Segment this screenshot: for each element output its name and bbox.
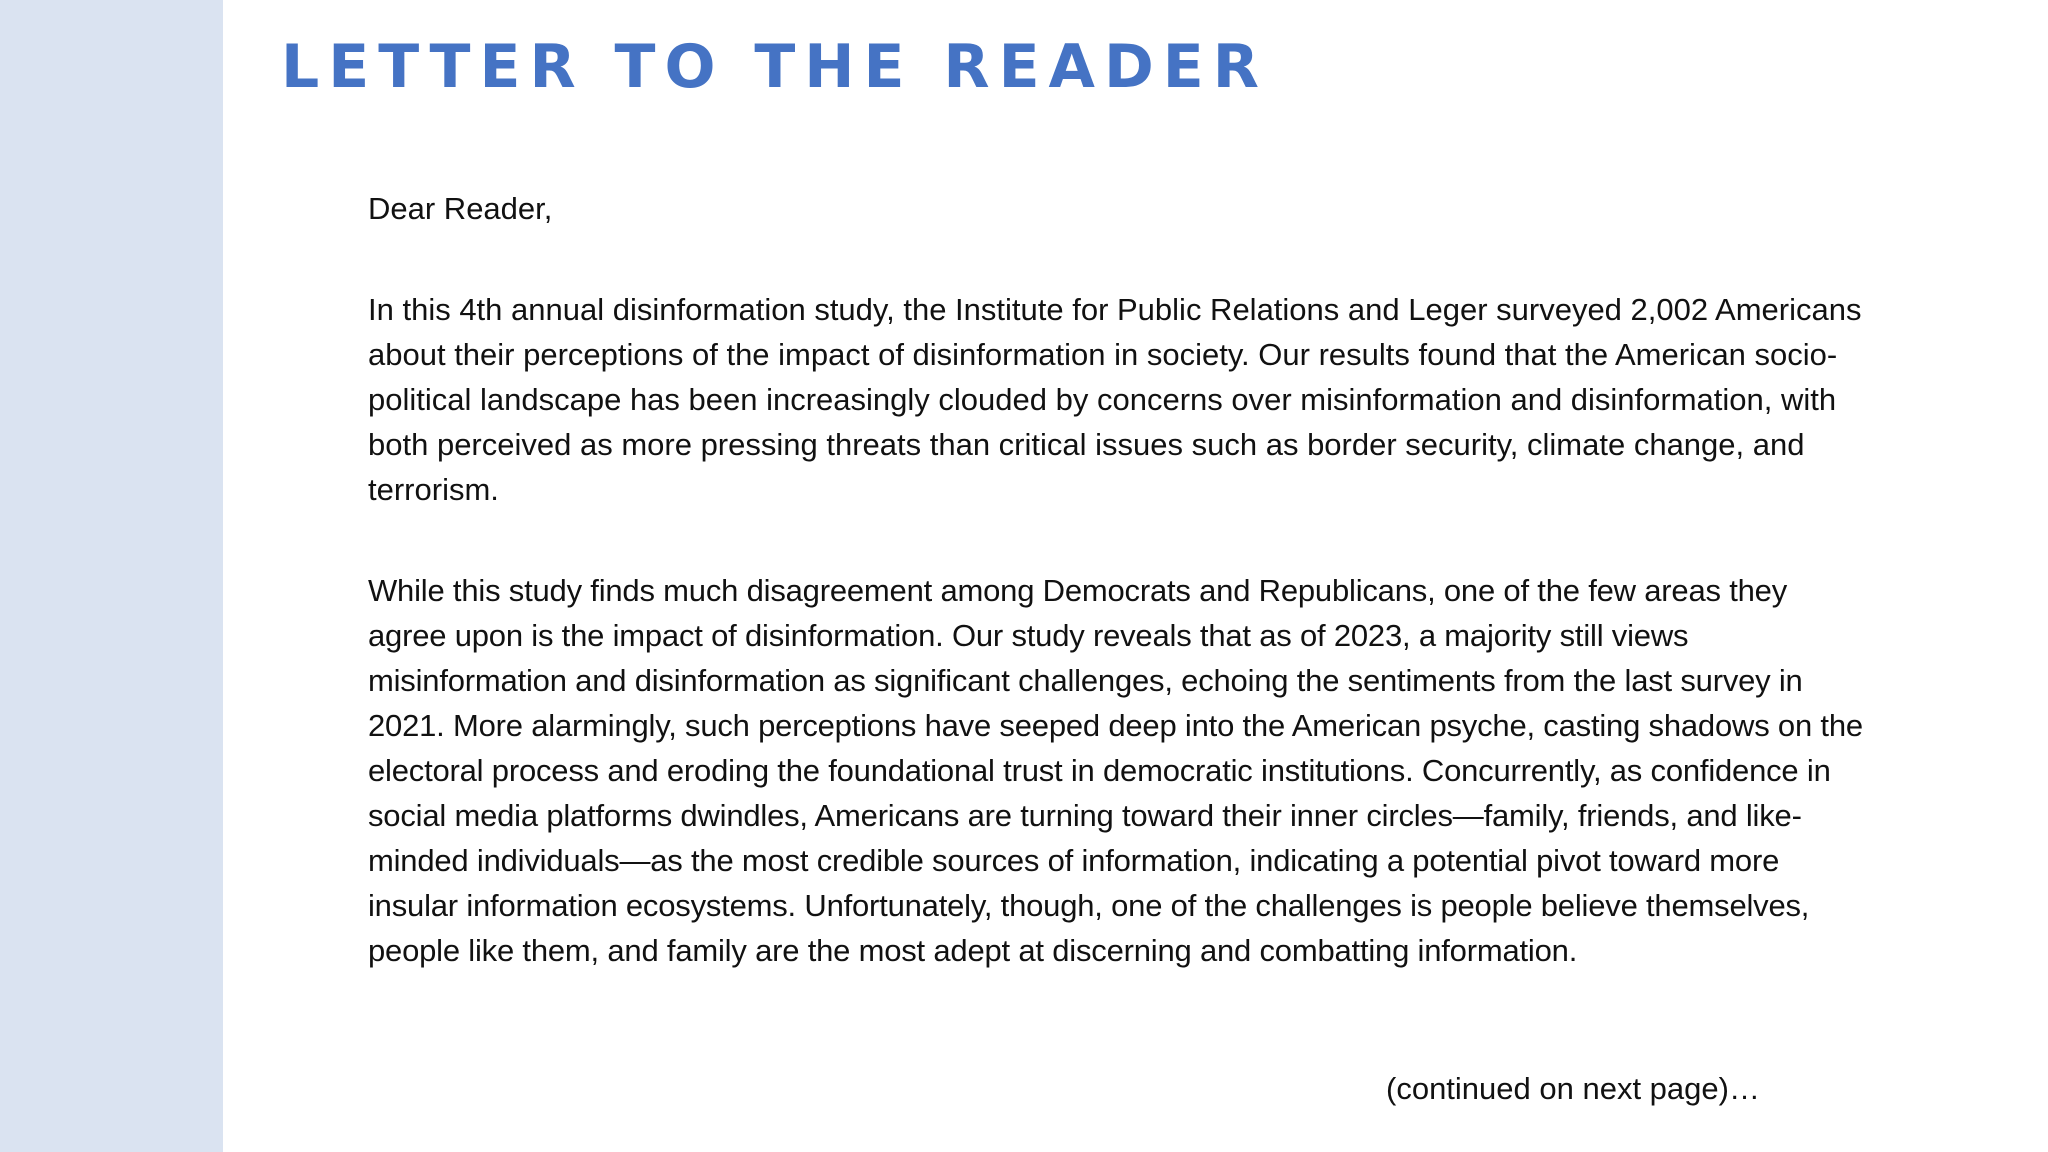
letter-body <box>368 186 1868 1029</box>
sidebar-band <box>0 0 223 1152</box>
letter-paragraph-1: In this 4th annual disinformation study, the Institute for Public Relations and Leger surveyed 2,002 Americans about their perceptions of the impact of disinformation in society. Our results found that the American socio-political landscape has been increasingly clouded by concerns over misinformation and disinformation, with both perceived as more pressing threats than critical issues such as border security, climate change, and terrorism. <box>368 292 1862 507</box>
page-title: LETTER TO THE READER <box>281 32 1268 102</box>
letter-salutation: Dear Reader, <box>368 191 553 226</box>
letter-paragraph-2: While this study finds much disagreement among Democrats and Republicans, one of the few areas they agree upon is the impact of disinformation. Our study reveals that as of 2023, a majority still views misinformation and disinformation as significant challenges, echoing the sentiments from the last survey in 2021. More alarmingly, such perceptions have seeped deep into the American psyche, casting shadows on the electoral process and eroding the foundational trust in democratic institutions. Concurrently, as confidence in social media platforms dwindles, Americans are turning toward their inner circles—family, friends, and like-minded individuals—as the most credible sources of information, indicating a potential pivot toward more insular information ecosystems. Unfortunately, though, one of the challenges is people believe themselves, people like them, and family are the most adept at discerning and combatting information. <box>368 573 1863 968</box>
continued-note: (continued on next page)… <box>1386 1071 1760 1106</box>
